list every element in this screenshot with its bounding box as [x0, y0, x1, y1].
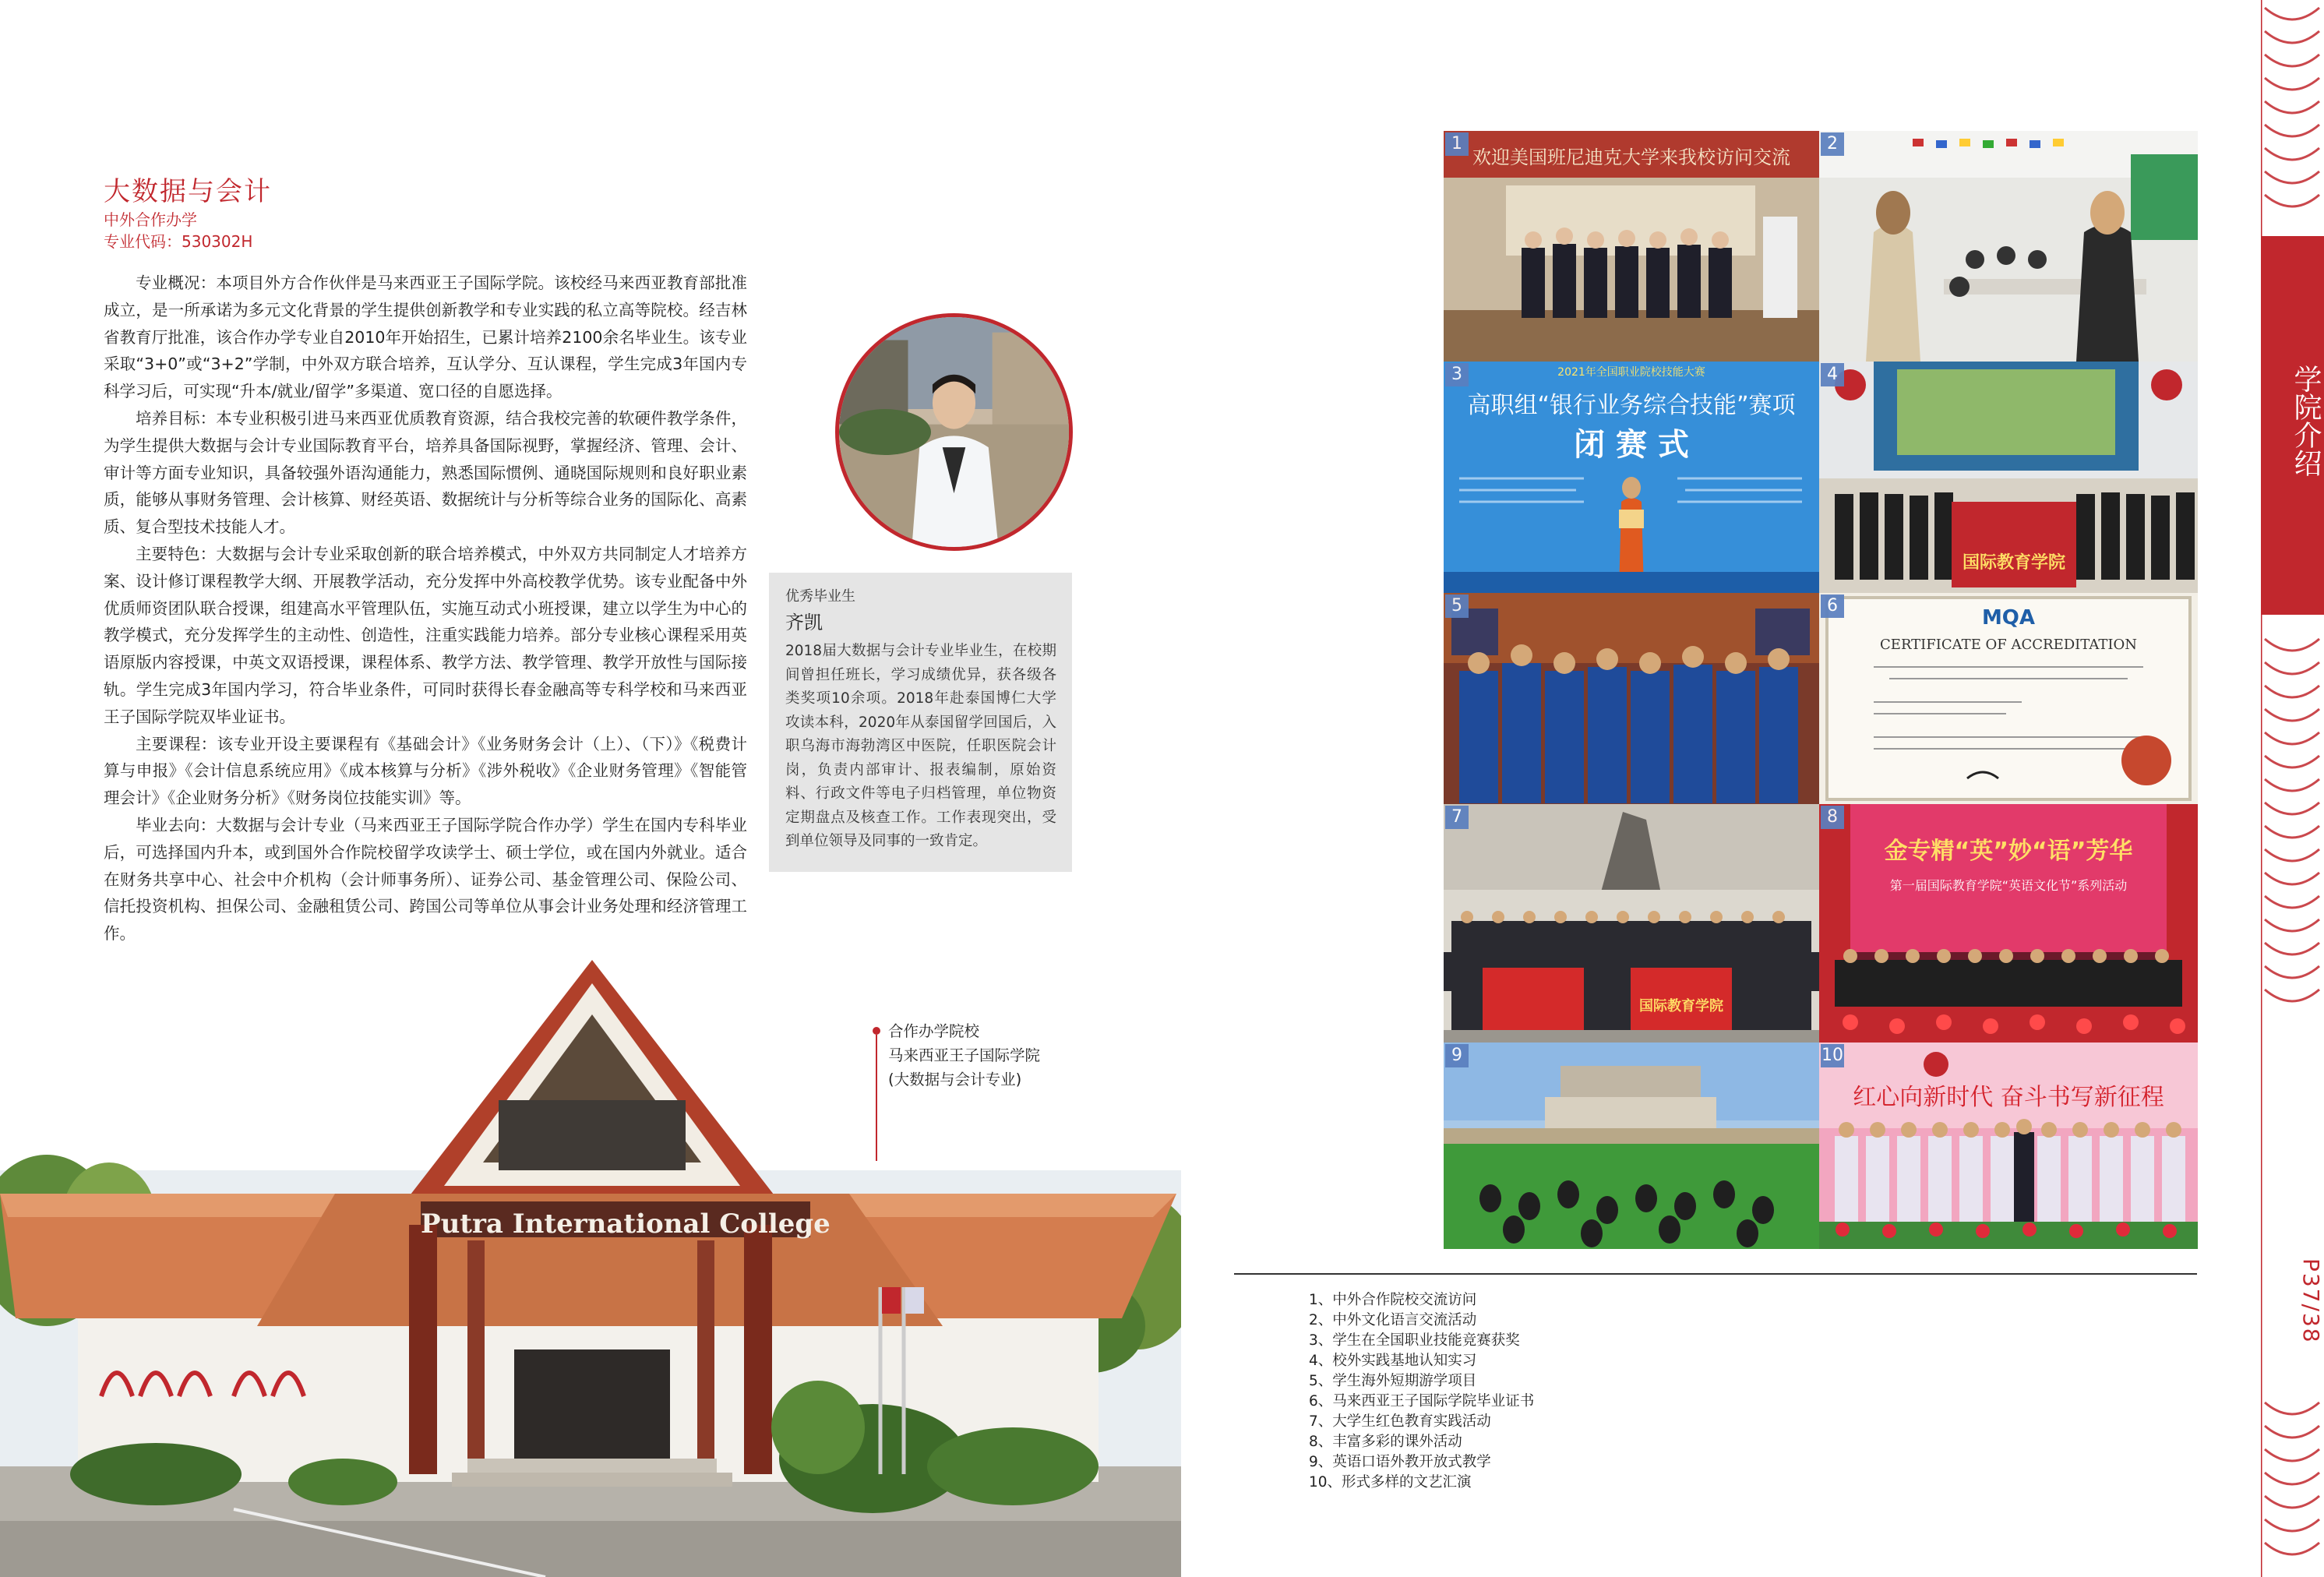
program-description [104, 270, 747, 947]
photo-3-banner-mid: 高职组“银行业务综合技能”赛项 [1467, 392, 1796, 419]
graduate-card [769, 573, 1072, 872]
photo-2-language-exchange [1819, 131, 2198, 362]
caption-item: 9、英语口语外教开放式教学 [1309, 1454, 1491, 1470]
photo-10-number: 10 [1821, 1044, 1844, 1067]
page-number: P37/38 [2298, 1258, 2324, 1344]
caption-pointer-dot [873, 1027, 880, 1035]
photo-10-banner: 红心向新时代 奋斗书写新征程 [1853, 1084, 2164, 1111]
graduate-portrait [835, 313, 1073, 551]
page-title: 大数据与会计 [104, 176, 272, 207]
photo-8-english-festival [1819, 804, 2198, 1043]
caption-item: 7、大学生红色教育实践活动 [1309, 1413, 1491, 1430]
section-tab-label: 学院介绍 [2290, 365, 2322, 477]
campus-caption [888, 1019, 1040, 1092]
photo-3-skills-competition [1444, 362, 1819, 593]
photo-2-number: 2 [1821, 132, 1844, 156]
program-type: 中外合作办学 [104, 210, 197, 229]
photo-captions-list [1309, 1290, 1534, 1493]
photo-3-banner-big: 闭 赛 式 [1574, 427, 1689, 463]
caption-item: 4、校外实践基地认知实习 [1309, 1353, 1477, 1369]
photo-8-number: 8 [1821, 806, 1844, 829]
photo-1-banner: 欢迎美国班尼迪克大学来我校访问交流 [1472, 146, 1790, 168]
photo-5-study-tour [1444, 593, 1819, 804]
graduate-description: 2018届大数据与会计专业毕业生，在校期间曾担任班长，学习成绩优异，获各级各类奖项10余项。2018年赴泰国博仁大学攻读本科，2020年从泰国留学回国后，入职乌海市海勃湾区中医院，任职医院会计岗，负责内部审计、报表编制，原始资料、行政文件等电子归档管理，单位物资定期盘点及核查工作。工作表现突出，受到单位领导及同事的一致肯定。 [785, 643, 1056, 849]
photo-5-number: 5 [1445, 594, 1469, 618]
photo-4-internship-base [1819, 362, 2198, 593]
photo-9-number: 9 [1445, 1044, 1469, 1067]
caption-item: 10、形式多样的文艺汇演 [1309, 1474, 1472, 1491]
goals-paragraph: 培养目标：本专业积极引进马来西亚优质教育资源，结合我校完善的软硬件教学条件，为学生提供大数据与会计专业国际教育平台，培养具备国际视野，掌握经济、管理、会计、审计等方面专业知识，具备较强外语沟通能力，熟悉国际惯例、通晓国际规则和良好职业素质，能够从事财务管理、会计核算、财经英语、数据统计与分析等综合业务的国际化、高素质、复合型技术技能人才。 [104, 408, 747, 537]
college-sign-text: Putra International College [421, 1208, 831, 1240]
program-code: 专业代码：530302H [104, 232, 253, 251]
photo-4-number: 4 [1821, 363, 1844, 386]
photo-1-number: 1 [1445, 132, 1469, 156]
campus-caption-line-2: 马来西亚王子国际学院 [888, 1046, 1041, 1064]
photo-3-number: 3 [1445, 363, 1469, 386]
photo-6-title: CERTIFICATE OF ACCREDITATION [1880, 637, 2137, 653]
photo-1-visit [1444, 131, 1819, 362]
overview-paragraph: 专业概况：本项目外方合作伙伴是马来西亚王子国际学院。该校经马来西亚教育部批准成立，是一所承诺为多元文化背景的学生提供创新教学和专业实践的私立高等院校。经吉林省教育厅批准，该合作办学专业自2010年开始招生，已累计培养2100余名毕业生。该专业采取“3+0”或“3+2”学制，中外双方联合培养，互认学分、互认课程，学生完成3年国内专科学习后，可实现“升本/就业/留学”多渠道、宽口径的自愿选择。 [104, 273, 747, 401]
careers-paragraph: 毕业去向：大数据与会计专业（马来西亚王子国际学院合作办学）学生在国内专科毕业后，可选择国内升本，或到国外合作院校留学攻读学士、硕士学位，或在国内外就业。适合在财务共享中心、社会中介机构（会计师事务所）、证券公司、基金管理公司、保险公司、信托投资机构、担保公司、金融租赁公司、跨国公司等单位从事会计业务处理和经济管理工作。 [104, 815, 747, 944]
photo-6-certificate [1819, 593, 2198, 804]
graduate-name: 齐凯 [785, 612, 823, 633]
captions-divider [1234, 1273, 2197, 1275]
caption-item: 2、中外文化语言交流活动 [1309, 1312, 1477, 1328]
photo-7-flag: 国际教育学院 [1639, 998, 1723, 1014]
caption-item: 5、学生海外短期游学项目 [1309, 1373, 1477, 1389]
caption-item: 8、丰富多彩的课外活动 [1309, 1434, 1462, 1450]
campus-caption-line-3: (大数据与会计专业) [888, 1071, 1022, 1088]
photo-10-performance [1819, 1043, 2198, 1249]
photo-7-red-education [1444, 804, 1819, 1043]
campus-caption-line-1: 合作办学院校 [888, 1022, 980, 1040]
photo-6-logo: MQA [1981, 606, 2036, 630]
features-paragraph: 主要特色：大数据与会计专业采取创新的联合培养模式，中外双方共同制定人才培养方案、设计修订课程教学大纲、开展教学活动，充分发挥中外高校教学优势。该专业配备中外优质师资团队联合授课，组建高水平管理队伍，实施互动式小班授课，建立以学生为中心的教学模式，充分发挥学生的主动性、创造性，注重实践能力培养。部分专业核心课程采用英语原版内容授课，中英文双语授课，课程体系、教学方法、教学管理、教学开放性与国际接轨。学生完成3年国内学习，符合毕业条件，可同时获得长春金融高等专科学校和马来西亚王子国际学院双毕业证书。 [104, 544, 747, 726]
caption-item: 6、马来西亚王子国际学院毕业证书 [1309, 1393, 1535, 1409]
caption-item: 1、中外合作院校交流访问 [1309, 1292, 1477, 1308]
courses-paragraph: 主要课程：该专业开设主要课程有《基础会计》《业务财务会计（上）、（下）》《税费计算与申报》《会计信息系统应用》《成本核算与分析》《涉外税收》《企业财务管理》《智能管理会计》《企业财务分析》《财务岗位技能实训》等。 [104, 734, 747, 808]
photo-7-number: 7 [1445, 806, 1469, 829]
caption-pointer-line [876, 1035, 877, 1161]
subtitle-block [104, 209, 252, 252]
photo-6-number: 6 [1821, 594, 1844, 618]
photo-8-banner-main: 金专精“英”妙“语”芳华 [1884, 838, 2133, 865]
graduate-label: 优秀毕业生 [785, 588, 855, 605]
photo-4-flag: 国际教育学院 [1962, 553, 2066, 573]
photo-9-outdoor-class [1444, 1043, 1819, 1249]
photo-8-banner-sub: 第一届国际教育学院“英语文化节”系列活动 [1889, 878, 2128, 893]
photo-3-banner-top: 2021年全国职业院校技能大赛 [1557, 366, 1705, 379]
caption-item: 3、学生在全国职业技能竞赛获奖 [1309, 1332, 1520, 1349]
